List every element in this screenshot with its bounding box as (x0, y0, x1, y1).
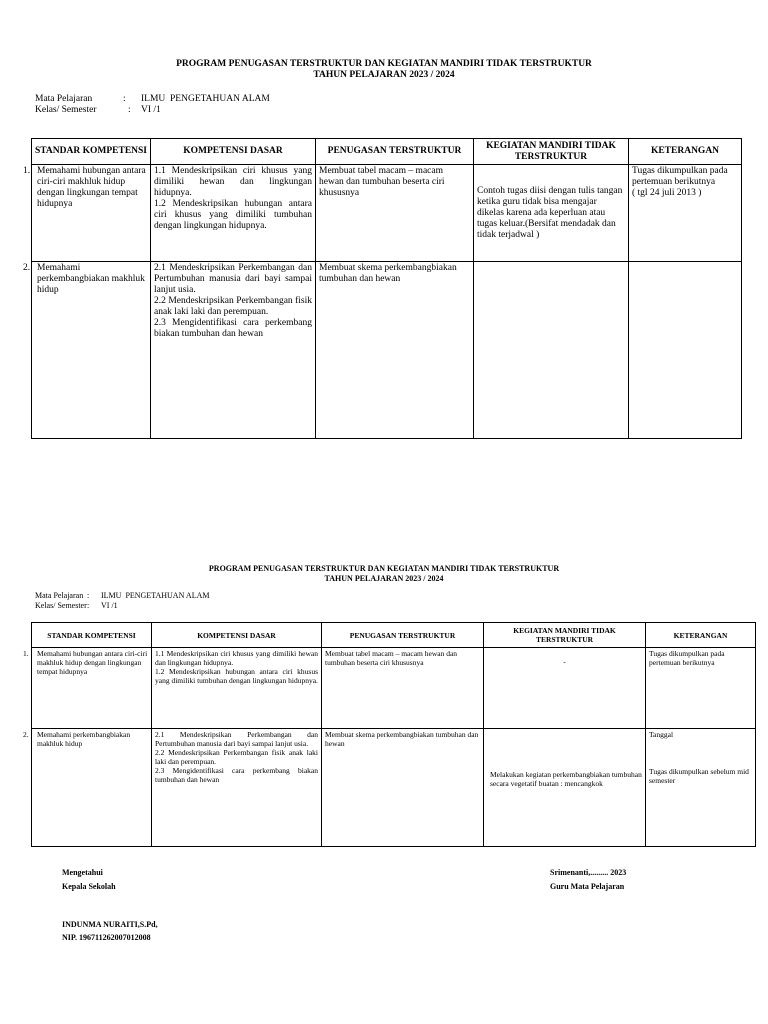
doc1-title (0, 59, 768, 81)
doc1-title-line2: TAHUN PELAJARAN 2023 / 2024 (313, 70, 455, 80)
cell-standar-kompetensi: 1. Memahami hubungan antara ciri-ciri makhluk hidup dengan lingkungan tempat hidupnya (32, 648, 152, 729)
doc2-meta-class: Kelas/ Semester : VI /1 (35, 601, 118, 610)
keterangan-note: Tugas dikumpulkan sebelum mid semester (649, 767, 749, 785)
doc1-meta-class: Kelas/ Semester : VI /1 (35, 105, 161, 115)
header-kompetensi-dasar: KOMPETENSI DASAR (151, 139, 316, 165)
cell-keterangan: Tugas dikumpulkan pada pertemuan berikutnya (646, 648, 756, 729)
cell-penugasan-terstruktur: Membuat tabel macam – macam hewan dan tumbuhan beserta ciri khususnya (316, 165, 474, 262)
doc2-title-line2: TAHUN PELAJARAN 2023 / 2024 (324, 574, 444, 583)
header-penugasan-terstruktur: PENUGASAN TERSTRUKTUR (316, 139, 474, 165)
doc1-meta (35, 94, 270, 116)
header-penugasan-terstruktur: PENUGASAN TERSTRUKTUR (322, 623, 484, 648)
principal-name-block (62, 918, 158, 944)
principal-name: INDUNMA NURAITI,S.Pd, (62, 920, 158, 929)
table-row (32, 729, 756, 847)
doc2-meta (35, 591, 209, 611)
header-standar-kompetensi: STANDAR KOMPETENSI (32, 139, 151, 165)
cell-kompetensi-dasar: 2.1 Mendeskripsikan Perkembangan dan Pertumbuhan manusia dari bayi sampai lanjut usia. 2.2 Mendeskripsikan Perkembangan fisik anak laki laki dan perempuan. 2.3 Mengidentifikasi cara perkembang biakan tumbuhan dan hewan (151, 262, 316, 439)
doc1-title-line1: PROGRAM PENUGASAN TERSTRUKTUR DAN KEGIATAN MANDIRI TIDAK TERSTRUKTUR (176, 59, 592, 69)
header-kegiatan-mandiri: KEGIATAN MANDIRI TIDAK TERSTRUKTUR (474, 139, 629, 165)
cell-penugasan-terstruktur: Membuat skema perkembangbiakan tumbuhan dan hewan (316, 262, 474, 439)
row-number: 1. (23, 649, 29, 658)
doc2-title (0, 564, 768, 584)
header-keterangan: KETERANGAN (646, 623, 756, 648)
doc1-meta-subject: Mata Pelajaran : ILMU PENGETAHUAN ALAM (35, 94, 270, 104)
table-header-row (32, 623, 756, 648)
row-number: 2. (23, 730, 29, 739)
table-row (32, 262, 742, 439)
doc2-title-line1: PROGRAM PENUGASAN TERSTRUKTUR DAN KEGIATAN MANDIRI TIDAK TERSTRUKTUR (208, 564, 560, 573)
cell-kegiatan-mandiri: - (484, 648, 646, 729)
cell-kegiatan-mandiri (474, 262, 629, 439)
header-standar-kompetensi: STANDAR KOMPETENSI (32, 623, 152, 648)
cell-keterangan: Tugas dikumpulkan pada pertemuan berikutnya ( tgl 24 juli 2013 ) (629, 165, 742, 262)
cell-kegiatan-mandiri: Melakukan kegiatan perkembangbiakan tumbuhan secara vegetatif buatan : mencangkok (484, 729, 646, 847)
cell-kegiatan-mandiri: Contoh tugas diisi dengan tulis tangan ketika guru tidak bisa mengajar dikelas karena ada keperluan atau tugas keluar.(Bersifat mendadak dan tidak terjadwal ) (474, 165, 629, 262)
cell-standar-kompetensi: 2. Memahami perkembangbiakan makhluk hidup (32, 729, 152, 847)
keterangan-date-label: Tanggal (649, 730, 674, 739)
header-keterangan: KETERANGAN (629, 139, 742, 165)
cell-penugasan-terstruktur: Membuat tabel macam – macam hewan dan tumbuhan beserta ciri khususnya (322, 648, 484, 729)
cell-standar-kompetensi: 1. Memahami hubungan antara ciri-ciri makhluk hidup dengan lingkungan tempat hidupnya (32, 165, 151, 262)
header-kompetensi-dasar: KOMPETENSI DASAR (152, 623, 322, 648)
cell-penugasan-terstruktur: Membuat skema perkembangbiakan tumbuhan dan hewan (322, 729, 484, 847)
header-kegiatan-mandiri: KEGIATAN MANDIRI TIDAK TERSTRUKTUR (484, 623, 646, 648)
row-number: 2. (23, 263, 31, 273)
principal-nip: NIP. 196711262007012008 (62, 933, 151, 942)
cell-keterangan (629, 262, 742, 439)
cell-kompetensi-dasar: 1.1 Mendeskripsikan ciri khusus yang dimiliki hewan dan lingkungan hidupnya. 1.2 Mendeskripsikan hubungan antara ciri khusus yang dimiliki tumbuhan dengan lingkungan hidupnya. (151, 165, 316, 262)
cell-kompetensi-dasar: 1.1 Mendeskripsikan ciri khusus yang dimiliki hewan dan lingkungan hidupnya. 1.2 Mendeskripsikan hubungan antara ciri khusus yang dimiliki tumbuhan dengan lingkungan hidupnya. (152, 648, 322, 729)
cell-keterangan (646, 729, 756, 847)
doc1-program-table (23, 138, 742, 439)
table-row (32, 648, 756, 729)
table-header-row (32, 139, 742, 165)
signature-teacher: Srimenanti,......... 2023 Guru Mata Pelajaran (550, 868, 627, 891)
table-row (32, 165, 742, 262)
cell-standar-kompetensi: 2. Memahami perkembangbiakan makhluk hidup (32, 262, 151, 439)
doc2-meta-subject: Mata Pelajaran : ILMU PENGETAHUAN ALAM (35, 591, 210, 600)
row-number: 1. (23, 166, 31, 176)
cell-kompetensi-dasar: 2.1 Mendeskripsikan Perkembangan dan Pertumbuhan manusia dari bayi sampai lanjut usia. 2.2 Mendeskripsikan Perkembangan fisik anak laki laki dan perempuan. 2.3 Mengidentifikasi cara perkembang biakan tumbuhan dan hewan (152, 729, 322, 847)
doc2-program-table (23, 622, 756, 847)
signature-principal: Mengetahui Kepala Sekolah (62, 868, 116, 891)
